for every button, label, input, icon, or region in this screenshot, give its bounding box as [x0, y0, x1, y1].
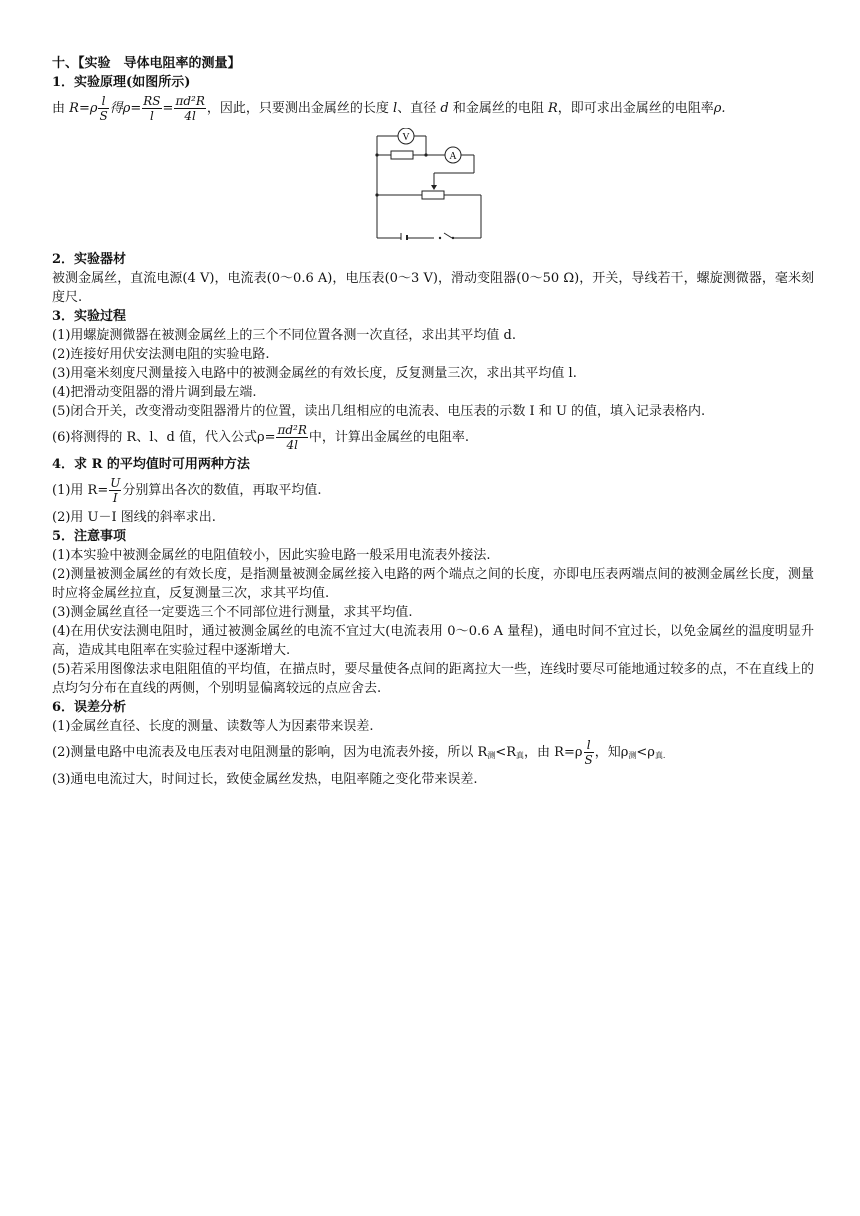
text-you: 由: [52, 101, 66, 116]
average-item-1: (1)用 R= $\frac{U}{I}$ 分别算出各次的数值，再取平均值.: [52, 476, 322, 505]
average-item-2: (2)用 U－I 图线的斜率求出.: [52, 510, 216, 525]
circuit-diagram: [374, 128, 514, 240]
notes-item-4: (4)在用伏安法测电阻时，通过被测金属丝的电流不宜过大(电流表用 0～0.6 A 量程)，通电时间不宜过长，以免金属丝的温度明显升高，造成其电阻率在实验过程中逐渐增大.: [52, 624, 814, 658]
rheostat-icon: [422, 191, 444, 199]
notes-heading: 5．注意事项: [52, 529, 127, 544]
procedure-heading: 3．实验过程: [52, 309, 127, 324]
fraction-resistivity: $\frac{\text{πd²R}}{4l}$: [277, 423, 307, 452]
junction-dot: [424, 153, 427, 156]
average-heading: 4．求 R 的平均值时可用两种方法: [52, 457, 250, 472]
ammeter-label: A: [449, 151, 457, 162]
procedure-item-1: (1)用螺旋测微器在被测金属丝上的三个不同位置各测一次直径，求出其平均值 d.: [52, 328, 517, 343]
fraction-rs-over-l: $\frac{RS}{l}$: [143, 94, 161, 123]
error-heading: 6．误差分析: [52, 700, 127, 715]
error-item-3: (3)通电电流过大，时间过长，致使金属丝发热，电阻率随之变化带来误差.: [52, 772, 478, 787]
formula-equals: =: [162, 101, 174, 116]
voltmeter-label: V: [402, 132, 410, 143]
error-item-2: (2)测量电路中电流表及电压表对电阻测量的影响，因为电流表外接，所以 $R_测<R_真$，由 R=ρ $\frac{l}{S}$ ，知$\rho_测<\rho_{真.}$: [52, 738, 666, 767]
principle-heading: 1．实验原理(如图所示): [52, 75, 191, 90]
procedure-item-4: (4)把滑动变阻器的滑片调到最左端.: [52, 385, 257, 400]
fraction-pi-d2r-over-4l: $\frac{\text{πd²R}}{4l}$: [175, 94, 205, 123]
switch-contact-right: [452, 237, 454, 239]
document-page: [52, 54, 814, 789]
procedure-item-2: (2)连接好用伏安法测电阻的实验电路.: [52, 347, 270, 362]
circuit-diagram-container: [52, 128, 814, 244]
equipment-body: 被测金属丝，直流电源(4 V)，电流表(0～0.6 A)，电压表(0～3 V)，滑动变阻器(0～50 Ω)，开关，导线若干，螺旋测微器，毫米刻度尺.: [52, 271, 814, 305]
notes-item-3: (3)测金属丝直径一定要选三个不同部位进行测量，求其平均值.: [52, 605, 413, 620]
fraction-l-over-s: $\frac{l}{S}$: [99, 94, 108, 123]
procedure-item-3: (3)用毫米刻度尺测量接入电路中的被测金属丝的有效长度，反复测量三次，求出其平均值 l.: [52, 366, 577, 381]
section-title: 十、【实验 导体电阻率的测量】: [52, 56, 241, 71]
notes-item-5: (5)若采用图像法求电阻阻值的平均值，在描点时，要尽量使各点间的距离拉大一些，连线时要尽可能地通过较多的点，不在直线上的点均匀分布在直线的两侧，个别明显偏离较远的点应舍去.: [52, 662, 814, 696]
principle-formula-line: 由 R=ρ $\frac{l}{S}$ 得ρ= $\frac{RS}{l}$ = $\frac{\text{πd²R}}{4l}$ ，因此，只要测出金属丝的长度 l、直径 d 和金属丝的电阻 R，即可求出金属丝的电阻率ρ.: [52, 94, 726, 123]
principle-text-1: ，因此，只要测出金属丝的长度: [206, 101, 389, 116]
fraction-u-over-i: $\frac{U}{I}$: [110, 476, 121, 505]
notes-item-2: (2)测量被测金属丝的有效长度，是指测量被测金属丝接入电路的两个端点之间的长度，亦即电压表两端点间的被测金属丝长度，测量时应将金属丝拉直，反复测量三次，求其平均值.: [52, 567, 814, 601]
error-item-1: (1)金属丝直径、长度的测量、读数等人为因素带来误差.: [52, 719, 374, 734]
procedure-item-5: (5)闭合开关，改变滑动变阻器滑片的位置，读出几组相应的电流表、电压表的示数 I 和 U 的值，填入记录表格内.: [52, 404, 706, 419]
junction-dot: [375, 193, 378, 196]
switch-blade: [444, 233, 452, 238]
formula-r-rho: R=ρ: [69, 101, 98, 116]
equipment-heading: 2．实验器材: [52, 252, 127, 267]
resistor-wire-icon: [391, 151, 413, 159]
slider-arrow-icon: [431, 185, 437, 190]
procedure-item-6: (6)将测得的 R、l、d 值，代入公式ρ= $\frac{\text{πd²R}}{4l}$ 中，计算出金属丝的电阻率.: [52, 423, 470, 452]
formula-de-rho: 得ρ=: [109, 101, 142, 116]
notes-item-1: (1)本实验中被测金属丝的电阻值较小，因此实验电路一般采用电流表外接法.: [52, 548, 491, 563]
switch-contact-left: [439, 237, 441, 239]
fraction-l-over-s-2: $\frac{l}{S}$: [584, 738, 593, 767]
junction-dot: [375, 153, 378, 156]
